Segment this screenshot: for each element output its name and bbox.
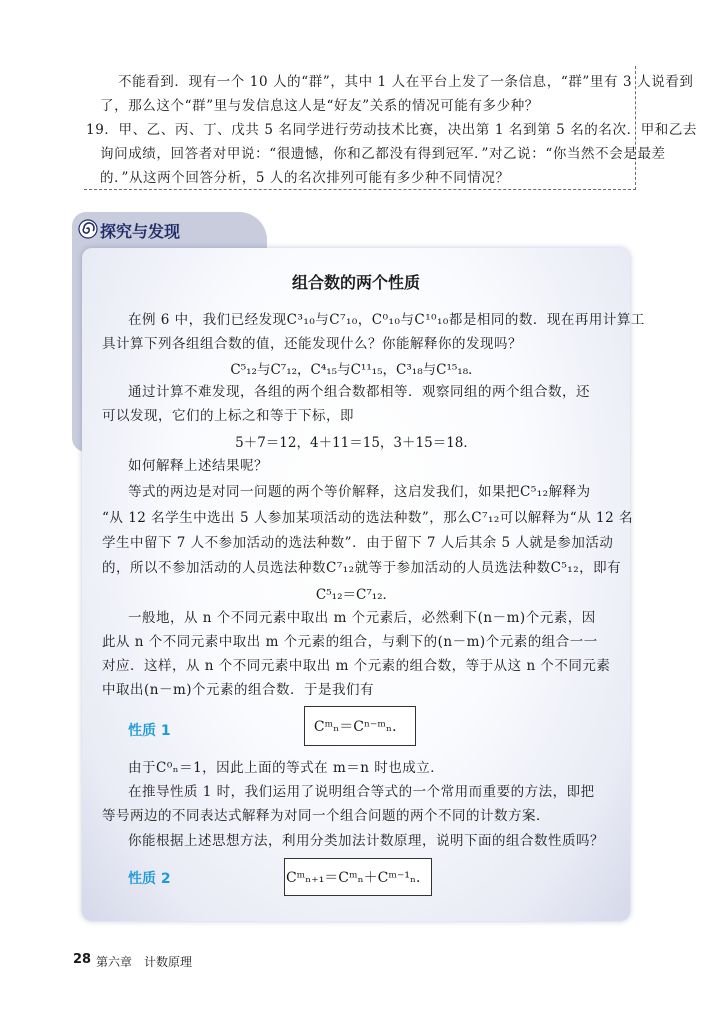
paragraph-line: 在推导性质 1 时，我们运用了说明组合等式的一个常用而重要的方法，即把 [128,784,595,800]
paragraph-line: 等式的两边是对同一问题的两个等价解释，这启发我们，如果把C⁵₁₂解释为 [128,484,591,500]
property-1-label: 性质 1 [128,723,171,739]
paragraph-line: 通过计算不难发现，各组的两个组合数都相等．观察同组的两个组合数，还 [128,384,590,400]
property-1-formula: Cᵐₙ＝Cⁿ⁻ᵐₙ． [313,719,407,735]
paragraph-line: 如何解释上述结果呢？ [128,458,268,474]
property-2-formula: Cᵐₙ₊₁＝Cᵐₙ＋Cᵐ⁻¹ₙ． [285,870,431,886]
exercise-line: 了，那么这个“群”里与发信息这人是“好友”关系的情况可能有多少种？ [100,98,539,114]
property-2-formula-box [284,858,432,896]
spiral-icon [78,219,98,239]
paragraph-line: 中取出(n－m)个元素的组合数．于是我们有 [102,682,375,698]
property-1-formula-box [304,706,416,746]
exercise-line: 不能看到．现有一个 10 人的“群”，其中 1 人在平台上发了一条信息，“群”里有 3 人说看到 [118,74,694,90]
paragraph-line: 的，所以不参加活动的人员选法种数C⁷₁₂就等于参加活动的人员选法种数C⁵₁₂，即有 [102,560,622,576]
explore-card [82,248,645,921]
exercise-line: 19．甲、乙、丙、丁、戊共 5 名同学进行劳动技术比赛，决出第 1 名到第 5 名的名次．甲和乙去 [86,122,698,138]
formula-line: C⁵₁₂与C⁷₁₂，C⁴₁₅与C¹¹₁₅，C³₁₈与C¹⁵₁₈． [230,362,482,378]
paragraph-line: 对应．这样，从 n 个不同元素中取出 m 个元素的组合数，等于从这 n 个不同元素 [102,658,611,674]
paragraph-line: 等号两边的不同表达式解释为对同一个组合问题的两个不同的计数方案． [102,808,550,824]
paragraph-line: 在例 6 中，我们已经发现C³₁₀与C⁷₁₀，C⁰₁₀与C¹⁰₁₀都是相同的数．现在再用计算工 [128,312,645,328]
paragraph-line: 你能根据上述思想方法，利用分类加法计数原理，说明下面的组合数性质吗？ [128,833,604,849]
card-title: 组合数的两个性质 [291,273,420,292]
paragraph-line: “从 12 名学生中选出 5 人参加某项活动的选法种数”，那么C⁷₁₂可以解释为“从 12 名 [102,510,633,526]
exercise-line: 询问成绩，回答者对甲说：“很遗憾，你和乙都没有得到冠军．”对乙说：“你当然不会是最差 [100,146,666,162]
exercise-line: 的．”从这两个回答分析，5 人的名次排列可能有多少种不同情况？ [100,170,510,186]
paragraph-line: 由于C⁰ₙ＝1，因此上面的等式在 m＝n 时也成立． [128,760,445,776]
page-number: 28 [73,952,92,967]
paragraph-line: 可以发现，它们的上标之和等于下标，即 [102,408,354,424]
section-tab-label: 探究与发现 [100,222,181,241]
paragraph-line: 一般地，从 n 个不同元素中取出 m 个元素后，必然剩下(n－m)个元素，因 [128,610,596,626]
chapter-title: 第六章 计数原理 [96,955,193,969]
formula-line: C⁵₁₂＝C⁷₁₂． [315,587,397,603]
property-2-label: 性质 2 [128,871,171,887]
paragraph-line: 此从 n 个不同元素中取出 m 个元素的组合，与剩下的(n－m)个元素的组合一一 [102,634,598,650]
formula-line: 5＋7＝12，4＋11＝15，3＋15＝18． [235,435,477,451]
paragraph-line: 具计算下列各组组合数的值，还能发现什么？你能解释你的发现吗？ [102,336,522,352]
paragraph-line: 学生中留下 7 人不参加活动的选法种数”．由于留下 7 人后其余 5 人就是参加活动 [102,535,614,551]
